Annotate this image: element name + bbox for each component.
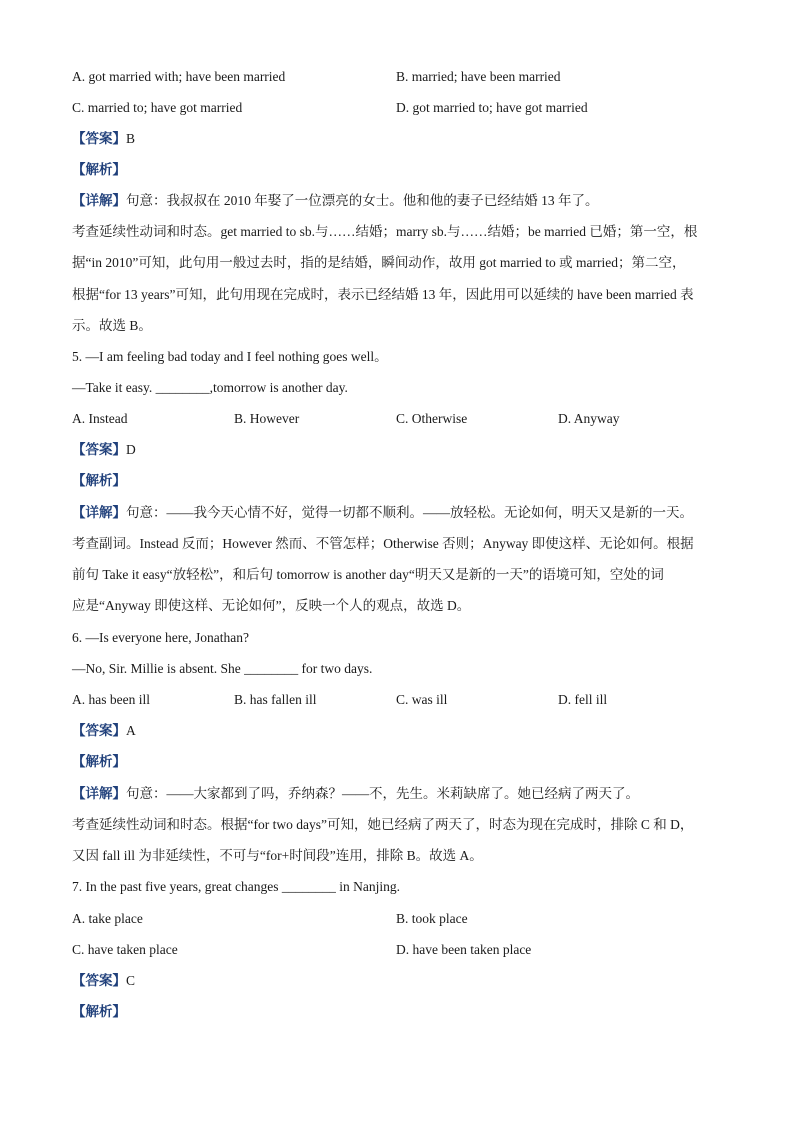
q6-option-a: A. has been ill	[72, 692, 150, 707]
q5-detail-line-2: 考查副词。Instead 反而；However 然而、不管怎样；Otherwise 否则；Anyway 即使这样、无论如何。根据	[72, 536, 694, 551]
q6-detail-line-2: 考查延续性动词和时态。根据“for two days”可知，她已经病了两天了，时态为现在完成时，排除 C 和 D，	[72, 817, 694, 832]
analysis-tag: 【解析】	[72, 754, 126, 769]
answer-value: D	[126, 442, 136, 457]
q6-detail-line-1	[72, 785, 639, 803]
analysis-tag: 【解析】	[72, 1004, 126, 1019]
q7-option-c: C. have taken place	[72, 942, 178, 957]
q5-detail-line-3: 前句 Take it easy“放轻松”，和后句 tomorrow is another day“明天又是新的一天”的语境可知，空处的词	[72, 567, 664, 582]
detail-tag: 【详解】	[72, 193, 126, 208]
answer-tag: 【答案】	[72, 723, 126, 738]
q4-option-d: D. got married to; have got married	[396, 100, 588, 115]
q4-detail-line-2: 考查延续性动词和时态。get married to sb.与……结婚；marry sb.与……结婚；be married 已婚；第一空，根	[72, 224, 698, 239]
detail-text: 句意：我叔叔在 2010 年娶了一位漂亮的女士。他和他的妻子已经结婚 13 年了。	[126, 193, 599, 208]
q7-analysis-heading	[72, 1003, 126, 1021]
q5-option-c: C. Otherwise	[396, 411, 468, 426]
q5-option-b: B. However	[234, 411, 300, 426]
answer-value: B	[126, 131, 136, 146]
q7-option-a: A. take place	[72, 911, 143, 926]
analysis-tag: 【解析】	[72, 162, 126, 177]
q7-option-d: D. have been taken place	[396, 942, 532, 957]
q6-detail-line-3: 又因 fall ill 为非延续性，不可与“for+时间段”连用，排除 B。故选 A。	[72, 848, 483, 863]
q4-answer	[72, 130, 135, 148]
q6-analysis-heading	[72, 753, 126, 771]
q4-option-a: A. got married with; have been married	[72, 69, 286, 84]
q5-stem-1: 5. —I am feeling bad today and I feel nothing goes well。	[72, 349, 388, 364]
q5-analysis-heading	[72, 472, 126, 490]
q6-answer	[72, 722, 136, 740]
answer-value: C	[126, 973, 136, 988]
q6-stem-2: —No, Sir. Millie is absent. She ________ for two days.	[72, 661, 373, 676]
q5-stem-2: —Take it easy. ________,tomorrow is another day.	[72, 380, 348, 395]
q4-option-c: C. married to; have got married	[72, 100, 243, 115]
q5-detail-line-4: 应是“Anyway 即使这样、无论如何”，反映一个人的观点，故选 D。	[72, 598, 471, 613]
q4-option-b: B. married; have been married	[396, 69, 561, 84]
q4-detail-line-1	[72, 192, 599, 210]
q5-detail-line-1	[72, 504, 693, 522]
answer-value: A	[126, 723, 136, 738]
q7-answer	[72, 972, 135, 990]
q7-option-b: B. took place	[396, 911, 468, 926]
detail-tag: 【详解】	[72, 786, 126, 801]
q5-option-d: D. Anyway	[558, 411, 620, 426]
answer-tag: 【答案】	[72, 442, 126, 457]
q4-detail-line-5: 示。故选 B。	[72, 318, 152, 333]
q6-option-c: C. was ill	[396, 692, 448, 707]
answer-tag: 【答案】	[72, 973, 126, 988]
analysis-tag: 【解析】	[72, 473, 126, 488]
q6-stem-1: 6. —Is everyone here, Jonathan?	[72, 630, 249, 645]
q4-detail-line-3: 据“in 2010”可知，此句用一般过去时，指的是结婚，瞬间动作，故用 got married to 或 married；第二空，	[72, 255, 686, 270]
q5-answer	[72, 441, 136, 459]
q5-option-a: A. Instead	[72, 411, 128, 426]
q4-detail-line-4: 根据“for 13 years”可知，此句用现在完成时，表示已经结婚 13 年，因此用可以延续的 have been married 表	[72, 287, 694, 302]
q7-stem-1: 7. In the past five years, great changes ________ in Nanjing.	[72, 879, 401, 894]
detail-tag: 【详解】	[72, 505, 126, 520]
answer-tag: 【答案】	[72, 131, 126, 146]
detail-text: 句意：——我今天心情不好，觉得一切都不顺利。——放轻松。无论如何，明天又是新的一天。	[126, 505, 693, 520]
detail-text: 句意：——大家都到了吗，乔纳森？——不，先生。米莉缺席了。她已经病了两天了。	[126, 786, 639, 801]
q4-analysis-heading	[72, 161, 126, 179]
q6-option-b: B. has fallen ill	[234, 692, 317, 707]
q6-option-d: D. fell ill	[558, 692, 608, 707]
